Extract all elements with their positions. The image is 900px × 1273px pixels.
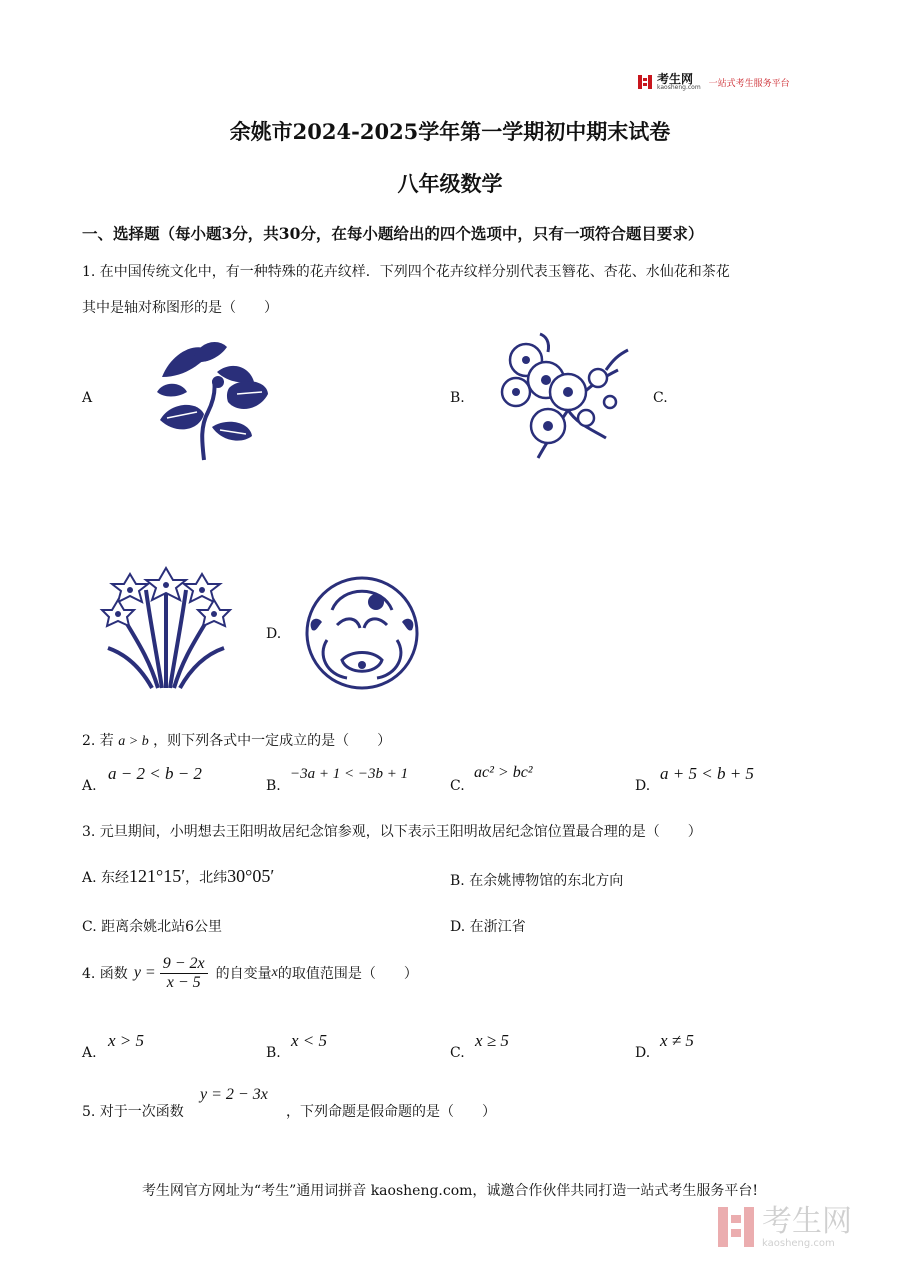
q3-option-c-label: C. [82, 919, 97, 935]
q2-option-d-label: D. [635, 778, 651, 794]
q3-option-a-text-pre: 东经 [101, 870, 130, 886]
exam-title: 余姚市2024-2025学年第一学期初中期末试卷 [229, 119, 671, 144]
q2-stem-pre: 2. 若 [82, 733, 114, 749]
hosta-flower-image [142, 332, 272, 464]
q2-option-d-expr: a + 5 < b + 5 [660, 764, 754, 783]
logo-domain: kaosheng.com [657, 84, 701, 91]
camellia-flower-image [302, 570, 422, 696]
q3-option-a-label: A. [82, 870, 97, 886]
q2-stem-post: ，则下列各式中一定成立的是（ ） [153, 733, 392, 749]
question-3-stem: 3. 元旦期间，小明想去王阳明故居纪念馆参观，以下表示王阳明故居纪念馆位置最合理的是（ ） [82, 824, 702, 840]
question-5-stem-post: ，下列命题是假命题的是（ ） [286, 1104, 496, 1120]
q2-option-a-expr: a − 2 < b − 2 [108, 764, 202, 783]
q4-fraction [160, 955, 208, 992]
q2-stem-math: a > b [118, 734, 149, 749]
q3-option-a [82, 866, 274, 887]
camellia-flower-icon [302, 570, 422, 696]
q1-option-c-label: C. [653, 390, 668, 406]
watermark [716, 1205, 852, 1249]
q2-option-b-expr: −3a + 1 < −3b + 1 [290, 766, 409, 782]
question-4-stem [82, 946, 418, 1000]
q4-denominator: x − 5 [166, 973, 201, 991]
logo-slogan: 一站式考生服务平台 [708, 78, 790, 89]
q3-option-c-text: 距离余姚北站6公里 [101, 919, 223, 935]
q4-option-d-expr: x ≠ 5 [660, 1031, 694, 1050]
q5-expr: y = 2 − 3x [200, 1086, 268, 1103]
hosta-flower-icon [142, 332, 272, 464]
question-1-line2: 其中是轴对称图形的是（ ） [82, 300, 278, 316]
q4-numerator: 9 − 2x [160, 955, 208, 974]
brand-logo [637, 73, 790, 91]
q1-option-b-label: B. [450, 390, 465, 406]
q4-var: x [271, 965, 278, 980]
q3-option-d-label: D. [450, 919, 466, 935]
watermark-domain: kaosheng.com [762, 1237, 835, 1249]
q3-option-d-text: 在浙江省 [469, 919, 526, 935]
q3-option-a-text-mid: ，北纬 [185, 870, 228, 886]
q4-option-b-expr: x < 5 [291, 1031, 328, 1050]
q4-post-b: 的取值范围是（ ） [277, 966, 418, 982]
apricot-flower-image [488, 330, 638, 466]
q4-pre: 4. 函数 [82, 966, 128, 982]
q4-option-c-expr: x ≥ 5 [475, 1031, 509, 1050]
q1-option-a-label: A [82, 390, 93, 406]
q3-option-b-text: 在余姚博物馆的东北方向 [469, 873, 624, 889]
q4-y: y = [133, 964, 156, 981]
section-heading: 一、选择题（每小题3分，共30分，在每小题给出的四个选项中，只有一项符合题目要求） [82, 224, 704, 243]
apricot-flower-icon [488, 330, 638, 466]
page-footer: 考生网官方网址为“考生”通用词拼音 kaosheng.com，诚邀合作伙伴共同打造一站式考生服务平台! [141, 1183, 759, 1199]
q1-option-d-label: D. [266, 626, 282, 642]
q4-option-a-expr: x > 5 [108, 1031, 145, 1050]
q3-option-d [450, 916, 526, 936]
q2-option-b-label: B. [266, 778, 281, 794]
q3-option-c [82, 916, 222, 936]
q4-post-a: 的自变量 [215, 966, 272, 982]
question-2-stem [82, 731, 391, 752]
logo-name: 考生网 [657, 72, 694, 86]
watermark-logo-icon [716, 1205, 756, 1249]
watermark-name: 考生网 [762, 1203, 852, 1239]
narcissus-flower-image [98, 560, 234, 692]
q3-option-a-longitude: 121°15′ [129, 866, 186, 886]
q3-option-b-label: B. [450, 873, 465, 889]
question-5-stem-pre: 5. 对于一次函数 [82, 1104, 184, 1120]
q3-option-b [450, 870, 623, 890]
q3-option-a-latitude: 30°05′ [227, 866, 275, 886]
q2-option-a-label: A. [82, 778, 97, 794]
kaosheng-logo-icon [637, 74, 653, 90]
q4-option-c-label: C. [450, 1045, 465, 1061]
narcissus-flower-icon [98, 560, 234, 692]
q4-option-b-label: B. [266, 1045, 281, 1061]
q4-option-d-label: D. [635, 1045, 651, 1061]
q2-option-c-expr: ac² > bc² [474, 764, 533, 781]
q2-option-c-label: C. [450, 778, 465, 794]
exam-subtitle: 八年级数学 [397, 171, 503, 196]
question-1-line1: 1. 在中国传统文化中，有一种特殊的花卉纹样．下列四个花卉纹样分别代表玉簪花、杏花、水仙花和茶花 [82, 264, 730, 280]
q4-option-a-label: A. [82, 1045, 97, 1061]
